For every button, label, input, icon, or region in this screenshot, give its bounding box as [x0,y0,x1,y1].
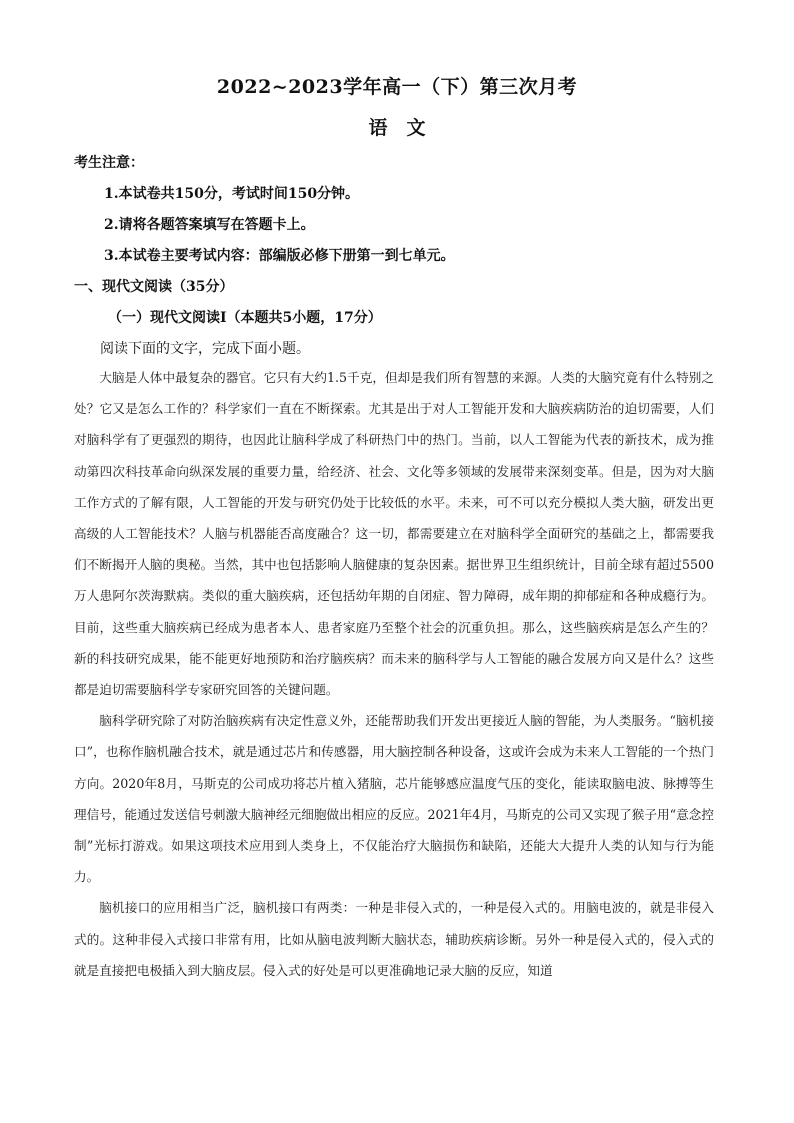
subject-title: 语 文 [368,117,426,139]
passage-paragraph: 大脑是人体中最复杂的器官。它只有大约1.5千克，但却是我们所有智慧的来源。人类的大脑究竟有什么特别之处？它又是怎么工作的？科学家们一直在不断探索。尤其是出于对人工智能开发和大脑疾病防治的迫切需要，人们对脑科学有了更强烈的期待，也因此让脑科学成了科研热门中的热门。当前，以人工智能为代表的新技术，成为推动第四次科技革命向纵深发展的重要力量，给经济、社会、文化等多领域的发展带来深刻变革。但是，因为对大脑工作方式的了解有限，人工智能的开发与研究仍处于比较低的水平。未来，可不可以充分模拟人类大脑，研发出更高级的人工智能技术？人脑与机器能否高度融合？这一切，都需要建立在对脑科学全面研究的基础之上，都需要我们不断揭开人脑的奥秘。当然，其中也包括影响人脑健康的复杂因素。据世界卫生组织统计，目前全球有超过5500万人患阿尔茨海默病。类似的重大脑疾病，还包括幼年期的自闭症、智力障碍，成年期的抑郁症和各种成瘾行为。目前，这些重大脑疾病已经成为患者本人、患者家庭乃至整个社会的沉重负担。那么，这些脑疾病是怎么产生的？新的科技研究成果，能不能更好地预防和治疗脑疾病？而未来的脑科学与人工智能的融合发展方向又是什么？这些都是迫切需要脑科学专家研究回答的关键问题。 [74,370,714,698]
notice-item-2: 2.请将各题答案填写在答题卡上。 [104,217,315,233]
exam-title: 2022~2023学年高一（下）第三次月考 [216,76,578,98]
section-heading: 一、现代文阅读（35分） [74,279,234,295]
section-subheading: （一）现代文阅读Ⅰ（本题共5小题，17分） [108,310,382,326]
notice-item-3: 3.本试卷主要考试内容：部编版必修下册第一到七单元。 [104,248,455,264]
passage-paragraph: 脑科学研究除了对防治脑疾病有决定性意义外，还能帮助我们开发出更接近人脑的智能，为人类服务。“脑机接口”，也称作脑机融合技术，就是通过芯片和传感器，用大脑控制各种设备，这或许会成为未来人工智能的一个热门方向。2020年8月，马斯克的公司成功将芯片植入猪脑，芯片能够感应温度气压的变化，能读取脑电波、脉搏等生理信号，能通过发送信号刺激大脑神经元细胞做出相应的反应。2021年4月，马斯克的公司又实现了猴子用“意念控制”光标打游戏。如果这项技术应用到人类身上，不仅能治疗大脑损伤和缺陷，还能大大提升人类的认知与行为能力。 [74,713,714,885]
notice-heading: 考生注意： [74,155,144,171]
passage-paragraph: 脑机接口的应用相当广泛，脑机接口有两类：一种是非侵入式的，一种是侵入式的。用脑电波的，就是非侵入式的。这种非侵入式接口非常有用，比如从脑电波判断大脑状态，辅助疾病诊断。另外一种是侵入式的，侵入式的就是直接把电极插入到大脑皮层。侵入式的好处是可以更准确地记录大脑的反应，知道 [74,900,714,978]
reading-instruction: 阅读下面的文字，完成下面小题。 [100,341,310,357]
reading-passage [74,362,714,986]
notice-item-1: 1.本试卷共150分，考试时间150分钟。 [104,186,360,202]
